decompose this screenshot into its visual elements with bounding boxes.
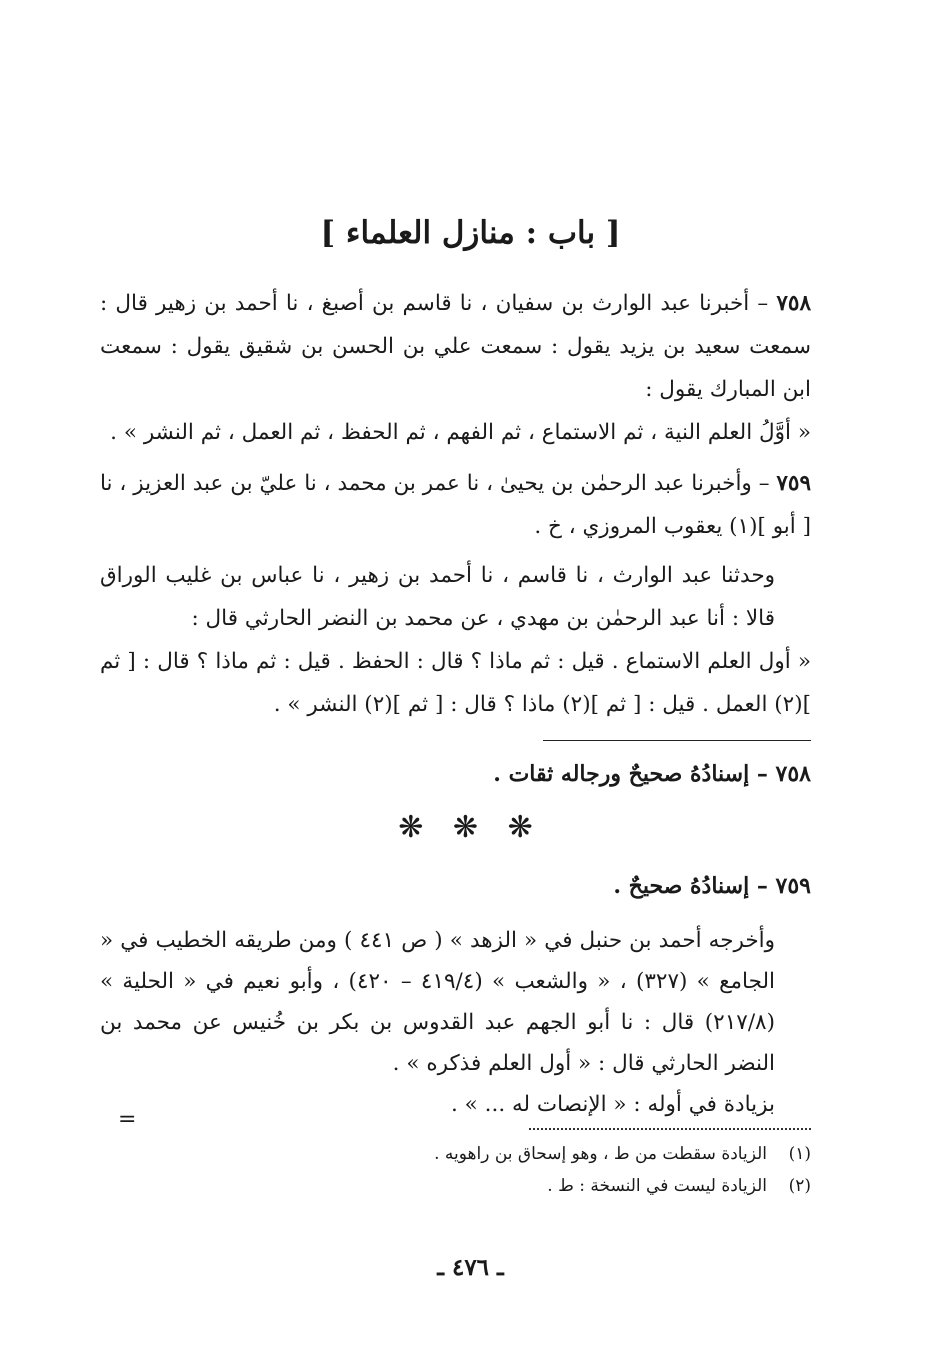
- note-759-extra: بزيادة في أوله : « الإنصات له ... » .: [451, 1092, 775, 1117]
- hadith-759-text: « أول العلم الاستماع . قيل : ثم ماذا ؟ قال : الحفظ . قيل : ثم ماذا ؟ قال : [ ثم ](٢) العمل . قيل : [ ثم ](٢) ماذا ؟ قال : [ ثم ](٢) النشر » .: [100, 649, 811, 717]
- hadith-chain-text: – أخبرنا عبد الوارث بن سفيان ، نا قاسم بن أصبغ ، نا أحمد بن زهير قال : سمعت سعيد بن يزيد يقول : سمعت علي بن الحسن بن شقيق يقول : سمعت ابن المبارك يقول :: [100, 291, 811, 402]
- stars-separator: ❋ ❋ ❋: [398, 810, 543, 845]
- footnote-1: [300, 1138, 811, 1170]
- footnote-2: [300, 1170, 811, 1202]
- footnotes: [300, 1138, 811, 1202]
- footnote-separator: [529, 1128, 811, 1130]
- footnote-number: (٢): [788, 1176, 811, 1196]
- hadith-758-text: « أوَّلُ العلم النية ، ثم الاستماع ، ثم الفهم ، ثم الحفظ ، ثم العمل ، ثم النشر » .: [110, 420, 811, 445]
- hadith-number: ٧٥٨: [776, 291, 811, 316]
- footnote-text: الزيادة ليست في النسخة : ط .: [547, 1176, 767, 1196]
- hadith-758: [100, 282, 811, 454]
- note-759: [613, 866, 811, 906]
- footnote-number: (١): [788, 1144, 811, 1164]
- commentary-separator-rule: [543, 740, 811, 741]
- page-number: ـ ٤٧٦ ـ: [437, 1254, 504, 1281]
- note-759-body: [100, 920, 811, 1125]
- hadith-759: [100, 462, 811, 726]
- note-text: – إسنادُهُ صحيحٌ ورجاله ثقات .: [493, 761, 776, 787]
- hadith-758-chain: [100, 282, 811, 411]
- note-number: ٧٥٨: [775, 761, 811, 787]
- footnote-text: الزيادة سقطت من ط ، وهو إسحاق بن راهويه .: [434, 1144, 767, 1164]
- hadith-759-chain: [100, 462, 811, 548]
- note-text: – إسنادُهُ صحيحٌ .: [613, 873, 776, 899]
- hadith-number: ٧٥٩: [776, 471, 811, 496]
- margin-mark: =: [118, 1107, 137, 1132]
- hadith-759-chain2: وحدثنا عبد الوارث ، نا قاسم ، نا أحمد بن زهير ، نا عباس بن غليب الوراق قالا : أنا عبد الرحمٰن بن مهدي ، عن محمد بن النضر الحارثي قال :: [100, 563, 775, 631]
- note-759-paragraph: وأخرجه أحمد بن حنبل في « الزهد » ( ص ٤٤١ ) ومن طريقه الخطيب في « الجامع » (٣٢٧) ، « والشعب » (٤١٩/٤ – ٤٢٠) ، وأبو نعيم في « الحلية » (٢١٧/٨) قال : نا أبو الجهم عبد القدوس بن بكر بن خُنيس عن محمد بن النضر الحارثي قال : « أول العلم فذكره » .: [100, 928, 776, 1076]
- note-758: [493, 754, 811, 794]
- note-number: ٧٥٩: [775, 873, 811, 899]
- hadith-chain-text: – وأخبرنا عبد الرحمٰن بن يحيىٰ ، نا عمر بن محمد ، نا عليّ بن عبد العزيز ، نا [ أبو ](١) يعقوب المروزي ، خ .: [100, 471, 811, 539]
- chapter-title: [ باب : منازل العلماء ]: [320, 215, 621, 251]
